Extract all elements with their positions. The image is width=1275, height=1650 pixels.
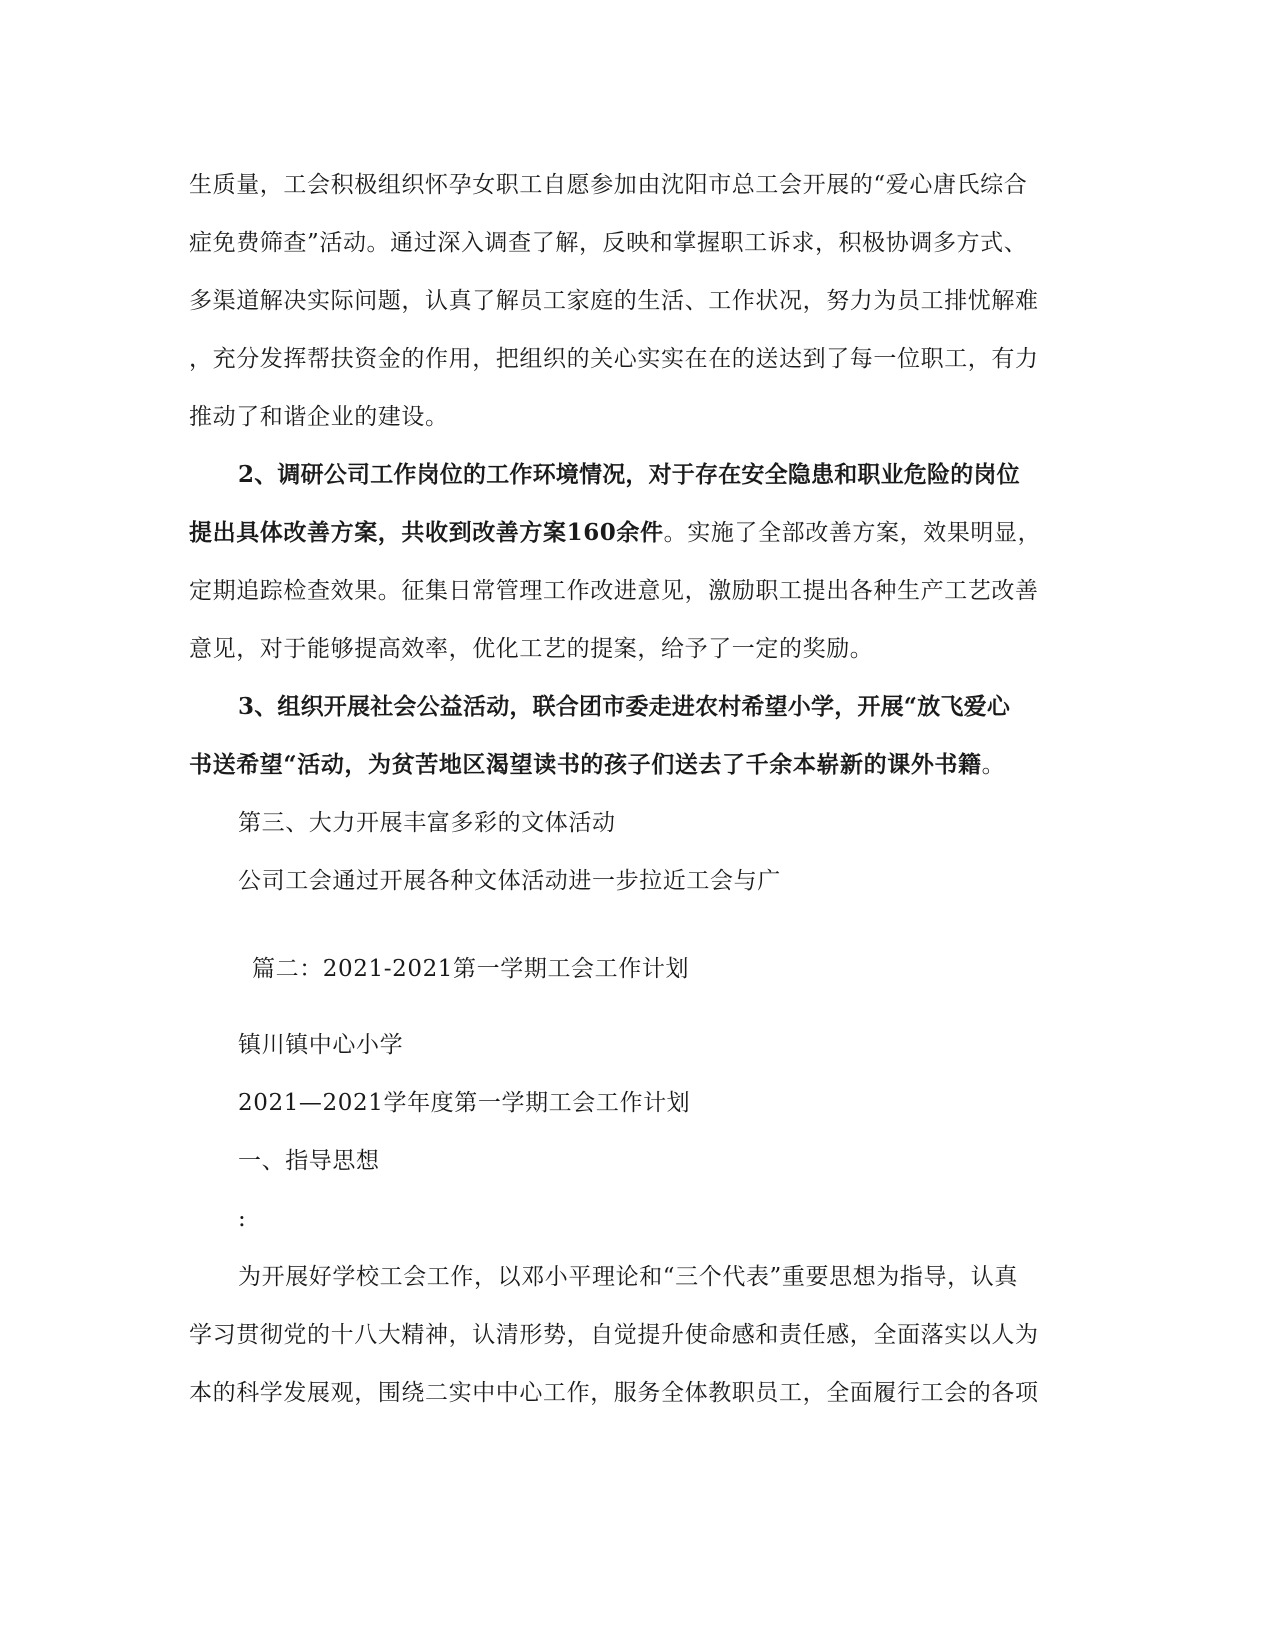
guiding-ideology-heading: 一、指导思想 — [238, 1148, 380, 1174]
item-3-bold-text: 书送希望“活动，为贫苦地区渴望读书的孩子们送去了千余本崭新的课外书籍 — [189, 751, 982, 778]
paragraph-line: 推动了和谐企业的建设。 — [189, 404, 449, 430]
item-2-bold-text: 提出具体改善方案，共收到改善方案160余件 — [189, 519, 664, 546]
item-3-heading: 3、组织开展社会公益活动，联合团市委走进农村希望小学，开展“放飞爱心 — [238, 693, 1011, 720]
colon-mark: : — [238, 1206, 247, 1232]
paragraph-line: 学习贯彻党的十八大精神，认清形势，自觉提升使命感和责任感，全面落实以人为 — [189, 1322, 1039, 1348]
plan-title: 2021—2021学年度第一学期工会工作计划 — [238, 1090, 691, 1116]
item-3-line-2 — [189, 750, 1089, 780]
paragraph-line: 多渠道解决实际问题，认真了解员工家庭的生活、工作状况，努力为员工排忧解难 — [189, 288, 1039, 314]
paragraph-line: 本的科学发展观，围绕二实中中心工作，服务全体教职员工，全面履行工会的各项 — [189, 1380, 1039, 1406]
item-2-heading: 2、调研公司工作岗位的工作环境情况，对于存在安全隐患和职业危险的岗位 — [238, 461, 1020, 488]
section-3-heading: 第三、大力开展丰富多彩的文体活动 — [238, 810, 616, 836]
paragraph-line: ，充分发挥帮扶资金的作用，把组织的关心实实在在的送达到了每一位职工，有力 — [189, 346, 1039, 372]
paragraph-line: 为开展好学校工会工作，以邓小平理论和“三个代表”重要思想为指导，认真 — [238, 1264, 1018, 1290]
section-3-text: 公司工会通过开展各种文体活动进一步拉近工会与广 — [238, 868, 781, 894]
paragraph-line: 定期追踪检查效果。征集日常管理工作改进意见，激励职工提出各种生产工艺改善 — [189, 578, 1039, 604]
part-2-title: 篇二：2021-2021第一学期工会工作计划 — [252, 956, 690, 982]
paragraph-line: 症免费筛查”活动。通过深入调查了解，反映和掌握职工诉求，积极协调多方式、 — [189, 230, 1028, 256]
item-2-rest-text: 。实施了全部改善方案，效果明显， — [663, 520, 1042, 546]
item-2-line-2 — [189, 518, 1089, 548]
paragraph-line: 生质量，工会积极组织怀孕女职工自愿参加由沈阳市总工会开展的“爱心唐氏综合 — [189, 172, 1028, 198]
item-3-rest-text: 。 — [981, 752, 1006, 778]
paragraph-line: 意见，对于能够提高效率，优化工艺的提案，给予了一定的奖励。 — [189, 636, 874, 662]
school-name: 镇川镇中心小学 — [238, 1032, 404, 1058]
